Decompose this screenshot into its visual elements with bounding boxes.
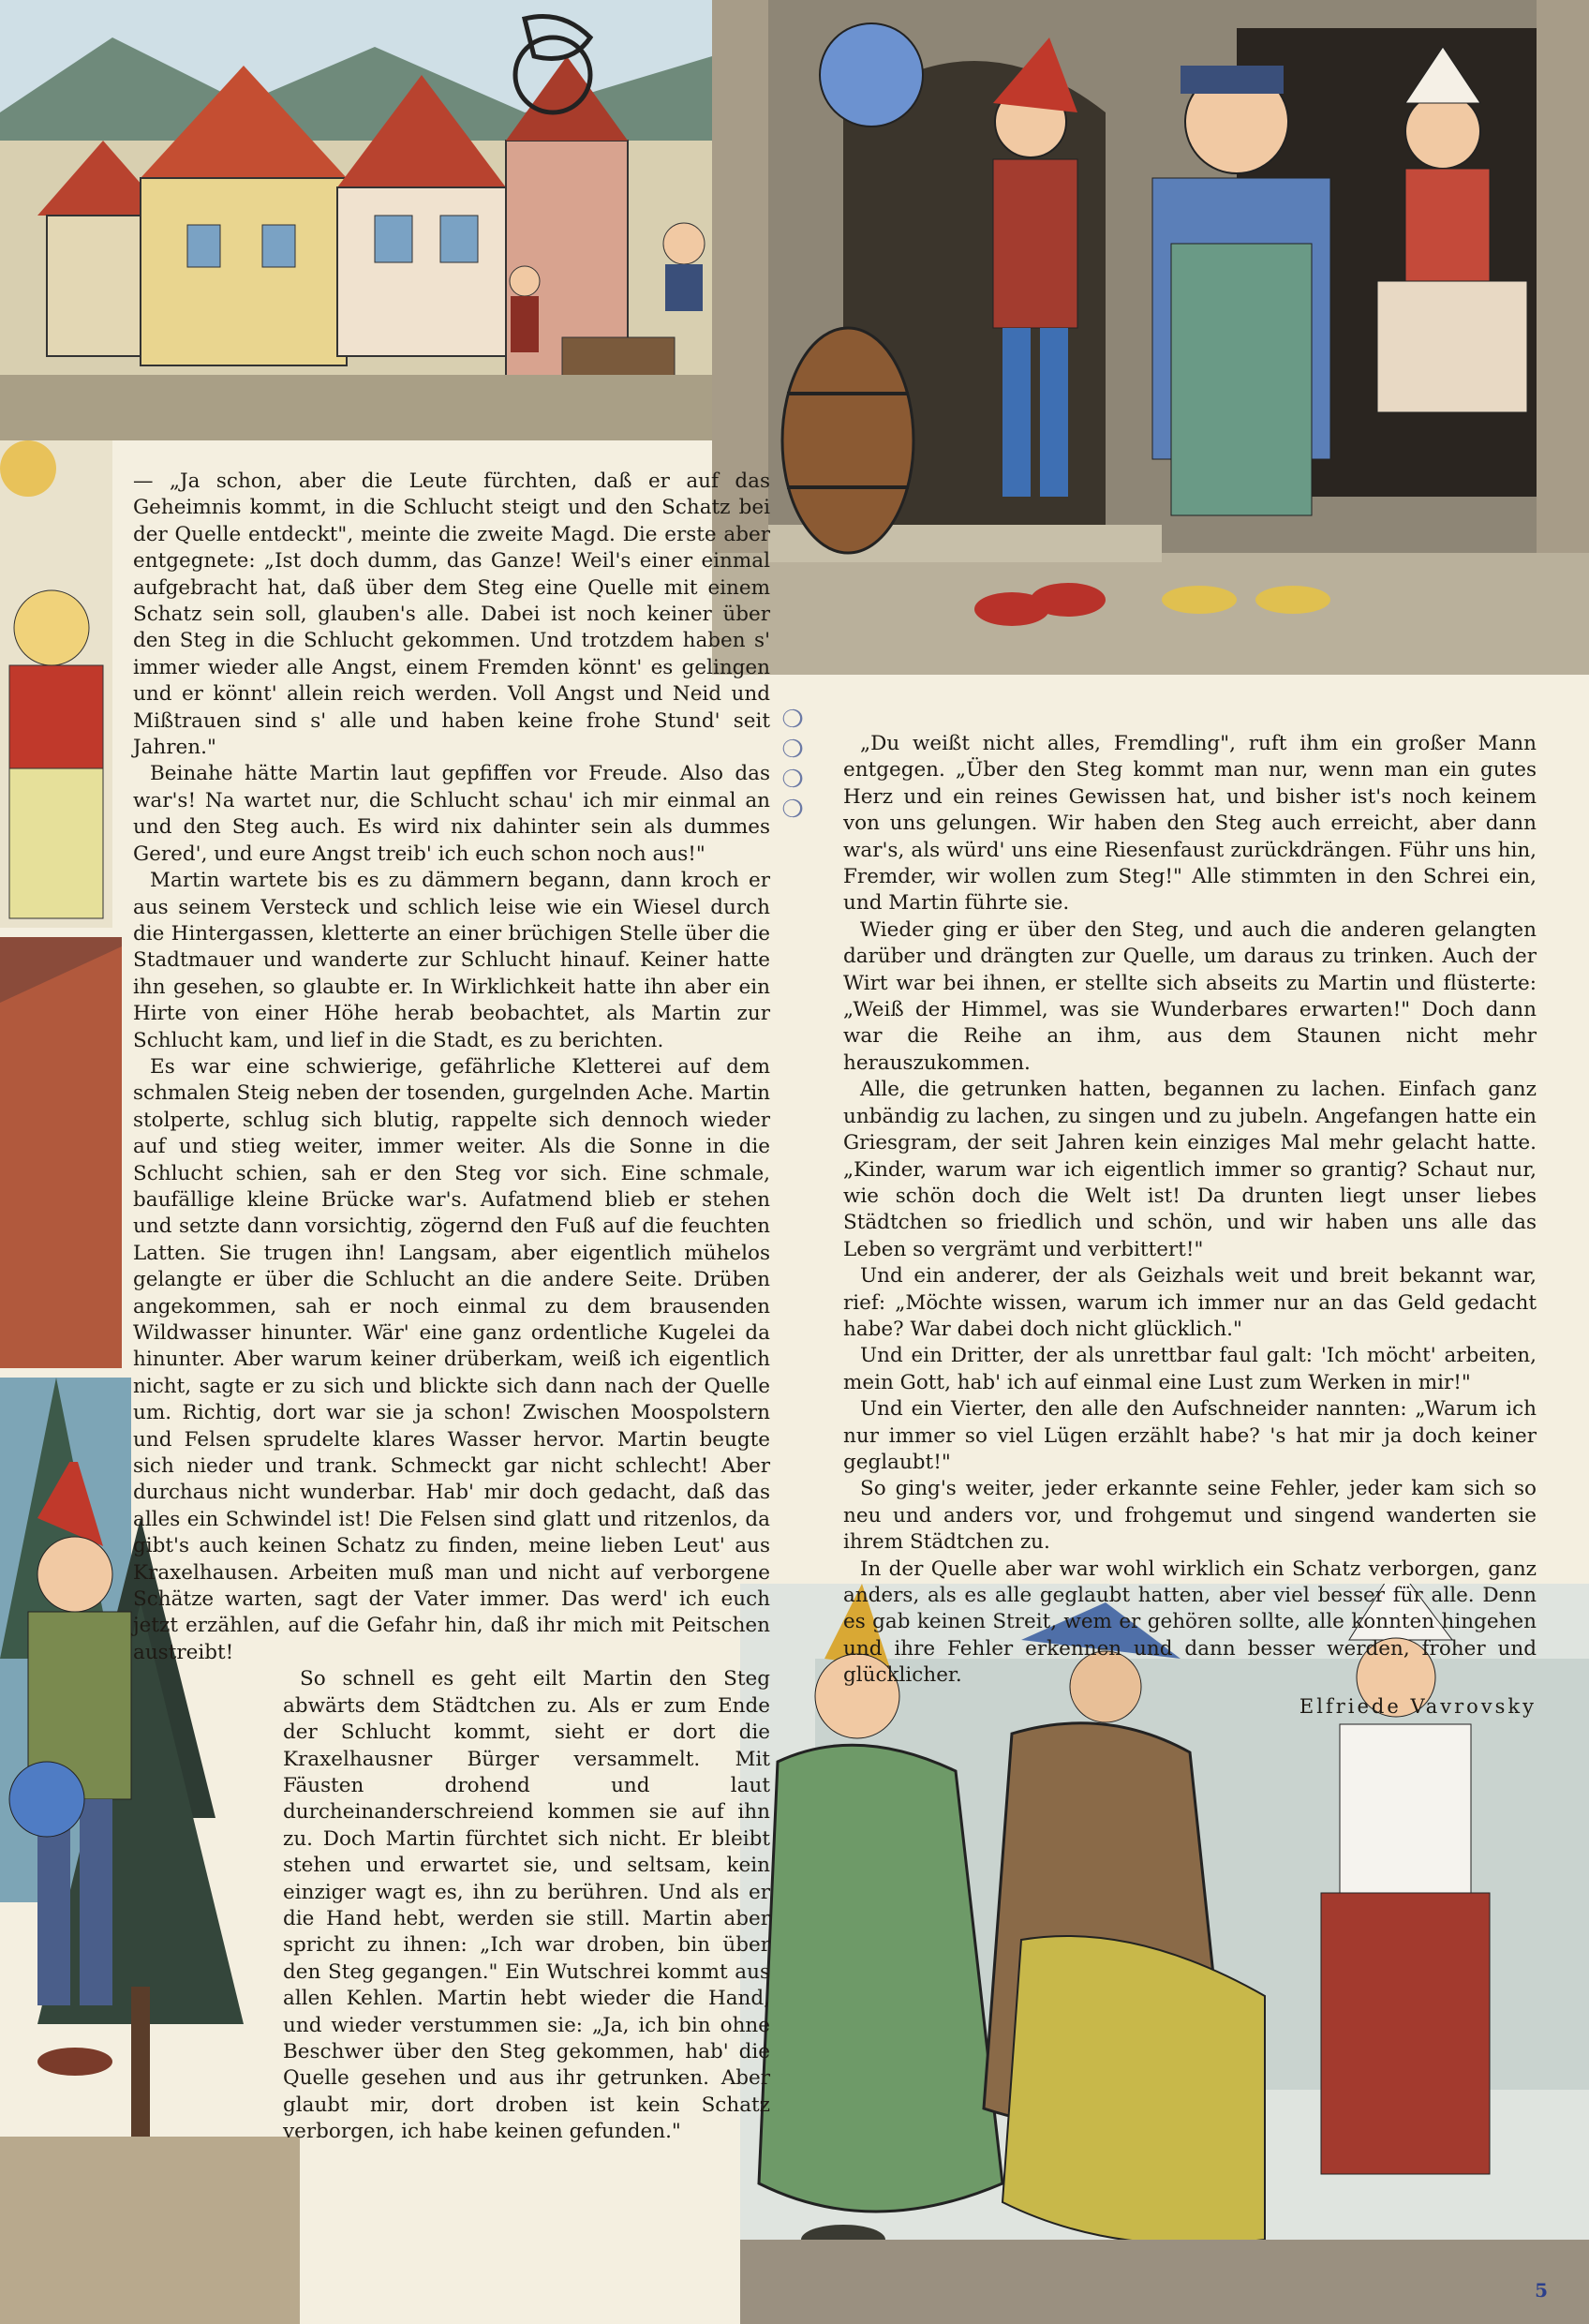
paragraph: So schnell es geht eilt Martin den Steg abwärts dem Städtchen zu. Als er zum Ende der Schlucht kommt, sieht er dort die Kraxelhausner Bürger versammelt. Mit Fäusten drohend und laut durcheinanderschreiend kommen sie auf ihn zu. Doch Martin fürchtet sich nicht. Er bleibt stehen und erwartet sie, und seltsam, kein einziger wagt es, ihn zu berühren. Und als er die Hand hebt, werden sie still. Martin aber spricht zu ihnen: „Ich war droben, bin über den Steg gegangen." Ein Wutschrei kommt aus allen Kehlen. Martin hebt wieder die Hand, und wieder verstummen sie: „Ja, ich bin ohne Beschwer über den Steg gekommen, hab' die Quelle gesehen und aus ihr getrunken. Aber glaubt mir, dort droben ist kein Schatz verborgen, ich habe keinen gefunden." bbox=[283, 1667, 770, 2144]
decorative-ornament bbox=[774, 705, 811, 864]
paragraph: So ging's weiter, jeder erkannte seine Fehler, jeder kam sich so neu und anders vor, und frohgemut und singend wanderten sie ihrem Städtchen zu. bbox=[843, 1477, 1537, 1555]
page-number: 5 bbox=[1535, 2279, 1548, 2302]
paragraph: Und ein anderer, der als Geizhals weit und breit bekannt war, rief: „Möchte wissen, warum ich immer nur an das Geld gedacht habe? War dabei doch nicht glücklich." bbox=[843, 1264, 1537, 1341]
author-byline: Elfriede Vavrovsky bbox=[1299, 1694, 1537, 1718]
paragraph: Alle, die getrunken hatten, begannen zu lachen. Einfach ganz unbändig zu lachen, zu singen und zu jubeln. Angefangen hatte ein Griesgram, der seit Jahren kein einziges Mal mehr gelacht hatte. „Kinder, warum war ich eigentlich immer so grantig? Schaut nur, wie schön doch die Welt ist! Da drunten liegt unser liebes Städtchen so friedlich und schön, und wir haben uns alle das Leben so vergrämt und verbittert!" bbox=[843, 1078, 1537, 1261]
paragraph: Es war eine schwierige, gefährliche Kletterei auf dem schmalen Steig neben der tosenden, gurgelnden Ache. Martin stolperte, schlug sich blutig, rappelte sich dennoch wieder auf und stieg weiter, immer weiter. Als die Sonne in die Schlucht schien, sah er den Steg vor sich. Eine schmale, baufällige kleine Brücke war's. Aufatmend blieb er stehen und setzte dann vorsichtig, zögernd den Fuß auf die feuchten Latten. Sie trugen ihn! Langsam, aber eigentlich mühelos gelangte er über die Schlucht an die andere Seite. Drüben angekommen, sah er noch einmal zu dem brausenden Wildwasser hinunter. Wär' eine ganz ordentliche Kugelei da hinunter. Aber warum keiner drüberkam, weiß ich eigentlich nicht, sagte er zu sich und blickte sich dann nach der Quelle um. Richtig, dort war sie ja schon! Zwischen Moospolstern und Felsen sprudelte klares Wasser hervor. Martin beugte sich nieder und trank. Schmeckt gar nicht schlecht! Aber durchaus nicht wunderbar. Hab' mir doch gedacht, daß das alles ein Schwindel ist! Die Felsen sind glatt und ritzenlos, da gibt's auch keinen Schatz zu finden, meine lieben Leut' aus Kraxelhausen. Arbeiten muß man und nicht auf verborgene Schätze warten, sagt der Vater immer. Das werd' ich euch jetzt erzählen, auf die Gefahr hin, daß ihr mich mit Peitschen austreibt! bbox=[133, 1054, 770, 1664]
paragraph: Martin wartete bis es zu dämmern begann, dann kroch er aus seinem Versteck und schlich leise wie ein Wiesel durch die Hintergassen, kletterte an einer brüchigen Stelle über die Stadtmauer und wanderte zur Schlucht hinauf. Keiner hatte ihn gesehen, so glaubte er. In Wirklichkeit hatte ihn aber ein Hirte von einer Höhe herab beobachtet, als Martin zur Schlucht kam, und lief in die Stadt, es zu berichten. bbox=[133, 869, 770, 1052]
swirl-icon: ❍ bbox=[781, 766, 804, 794]
paragraph: — „Ja schon, aber die Leute fürchten, daß er auf das Geheimnis kommt, in die Schlucht steigt und den Schatz bei der Quelle entdeckt", meinte die zweite Magd. Die erste aber entgegnete: „Ist doch dumm, das Ganze! Weil's einer einmal aufgebracht hat, daß über dem Steg eine Quelle mit einem Schatz sein soll, glauben's alle. Dabei ist noch keiner über den Steg in die Schlucht gekommen. Und trotzdem haben s' immer wieder alle Angst, einem Fremden könnt' es gelingen und er könnt' allein reich werden. Voll Angst und Neid und Mißtrauen sind s' alle und haben keine frohe Stund' seit Jahren." bbox=[133, 469, 770, 760]
paragraph: Und ein Dritter, der als unrettbar faul galt: 'Ich möcht' arbeiten, mein Gott, hab' ich auf einmal eine Lust zum Werken in mir!" bbox=[843, 1344, 1537, 1394]
swirl-icon: ❍ bbox=[781, 706, 804, 734]
swirl-icon: ❍ bbox=[781, 736, 804, 764]
swirl-icon: ❍ bbox=[781, 796, 804, 824]
paragraph: Beinahe hätte Martin laut gepfiffen vor Freude. Also das war's! Na wartet nur, die Schlucht schau' ich mir einmal an und den Steg auch. Es wird nix dahinter sein als dummes Gered', und eure Angst treib' ich euch schon noch aus!" bbox=[133, 762, 770, 866]
tavern-doorway-illustration bbox=[712, 0, 1589, 675]
town-street-illustration bbox=[0, 0, 712, 440]
paragraph: Wieder ging er über den Steg, und auch die anderen gelangten darüber und drängten zur Quelle, um daraus zu trinken. Auch der Wirt war bei ihnen, er stellte sich abseits zu Martin und flüsterte: „Weiß der Himmel, was sie Wunderbares erwarten!" Doch dann war die Reihe an ihm, aus dem Staunen nicht mehr herauszukommen. bbox=[843, 917, 1537, 1075]
right-text-column bbox=[843, 731, 1537, 1720]
paragraph: „Du weißt nicht alles, Fremdling", ruft ihm ein großer Mann entgegen. „Über den Steg kommt man nur, wenn man ein gutes Herz und ein reines Gewissen hat, und bisher ist's noch keinem von uns gelungen. Wir haben den Steg auch erreicht, aber dann war's, als würd' uns eine Riesenfaust zurückdrängen. Führ uns hin, Fremder, wir wollen zum Steg!" Alle stimmten in den Schrei ein, und Martin führte sie. bbox=[843, 732, 1537, 916]
left-text-column bbox=[133, 469, 770, 2146]
paragraph: Und ein Vierter, den alle den Aufschneider nannten: „Warum ich nur immer so viel Lügen erzählt habe? 's hat mir ja doch keiner geglaubt!" bbox=[843, 1397, 1537, 1474]
paragraph: In der Quelle aber war wohl wirklich ein Schatz verborgen, ganz anders, als es alle geglaubt hatten, aber viel besser für alle. Denn es gab keinen Streit, wem er gehören sollte, alle konnten hingehen und ihre Fehler erkennen und dann besser werden, froher und glücklicher. bbox=[843, 1557, 1537, 1688]
